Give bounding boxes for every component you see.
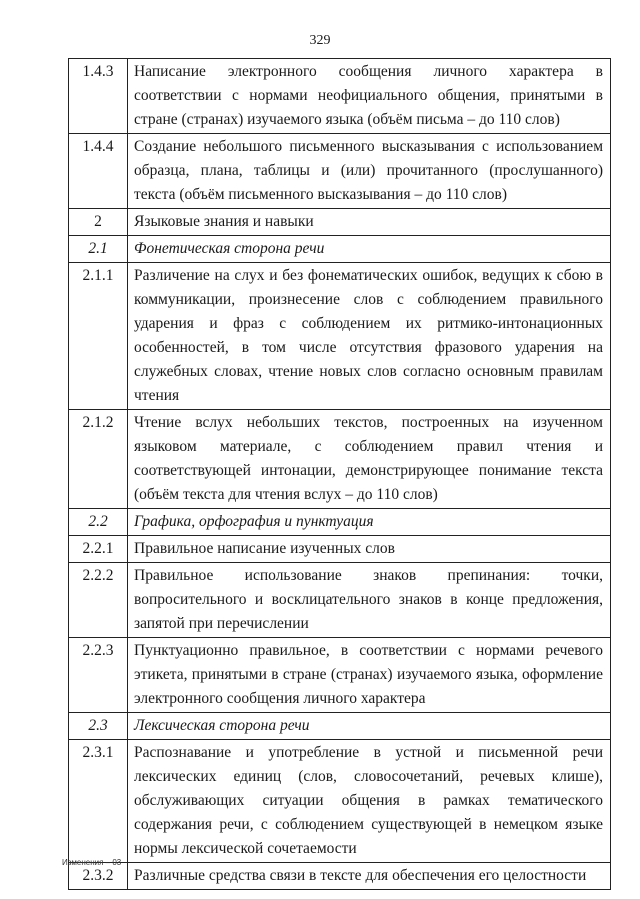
row-number: 2.2.3: [69, 638, 128, 713]
row-number: 2.1: [69, 236, 128, 263]
table-row: [69, 536, 611, 563]
row-number: 2.2.2: [69, 563, 128, 638]
curriculum-table-body: [69, 59, 611, 890]
table-row: [69, 638, 611, 713]
row-text: Создание небольшого письменного высказывания с использованием образца, плана, таблицы и (или) прочитанного (прослушанного) текста (объём письменного высказывания – до 110 слов): [128, 134, 611, 209]
row-text: Различение на слух и без фонематических ошибок, ведущих к сбою в коммуникации, произнесение слов с соблюдением правильного ударения и фраз с соблюдением их ритмико-интонационных особенностей, в том числе отсутствия фразового ударения на служебных словах, чтение новых слов согласно основным правилам чтения: [128, 263, 611, 410]
row-number: 1.4.3: [69, 59, 128, 134]
row-number: 1.4.4: [69, 134, 128, 209]
row-text: Языковые знания и навыки: [128, 209, 611, 236]
section-title: Лексическая сторона речи: [128, 713, 611, 740]
section-title: Графика, орфография и пунктуация: [128, 509, 611, 536]
section-row: [69, 509, 611, 536]
table-row: [69, 59, 611, 134]
table-row: [69, 134, 611, 209]
table-row: [69, 863, 611, 890]
table-row: [69, 263, 611, 410]
curriculum-table: [68, 58, 611, 890]
footer-revision-note: Изменения – 03: [62, 858, 122, 867]
table-row: [69, 410, 611, 509]
table-row: [69, 209, 611, 236]
row-text: Написание электронного сообщения личного характера в соответствии с нормами неофициального общения, принятыми в стране (странах) изучаемого языка (объём письма – до 110 слов): [128, 59, 611, 134]
row-text: Пунктуационно правильное, в соответствии с нормами речевого этикета, принятыми в стране (странах) изучаемого языка, оформление электронного сообщения личного характера: [128, 638, 611, 713]
row-text: Правильное написание изученных слов: [128, 536, 611, 563]
section-row: [69, 713, 611, 740]
row-number: 2.3.2: [69, 863, 128, 890]
row-text: Правильное использование знаков препинания: точки, вопросительного и восклицательного знаков в конце предложения, запятой при перечислении: [128, 563, 611, 638]
row-text: Чтение вслух небольших текстов, построенных на изученном языковом материале, с соблюдением правил чтения и соответствующей интонации, демонстрирующее понимание текста (объём текста для чтения вслух – до 110 слов): [128, 410, 611, 509]
row-number: 2: [69, 209, 128, 236]
row-number: 2.2.1: [69, 536, 128, 563]
section-row: [69, 236, 611, 263]
row-number: 2.3.1: [69, 740, 128, 863]
row-text: Различные средства связи в тексте для обеспечения его целостности: [128, 863, 611, 890]
page-number: 329: [309, 33, 331, 48]
table-row: [69, 563, 611, 638]
table-row: [69, 740, 611, 863]
row-text: Распознавание и употребление в устной и письменной речи лексических единиц (слов, словосочетаний, речевых клише), обслуживающих ситуации общения в рамках тематического содержания речи, с соблюдением существующей в немецком языке нормы лексической сочетаемости: [128, 740, 611, 863]
row-number: 2.1.2: [69, 410, 128, 509]
row-number: 2.2: [69, 509, 128, 536]
row-number: 2.3: [69, 713, 128, 740]
section-title: Фонетическая сторона речи: [128, 236, 611, 263]
row-number: 2.1.1: [69, 263, 128, 410]
